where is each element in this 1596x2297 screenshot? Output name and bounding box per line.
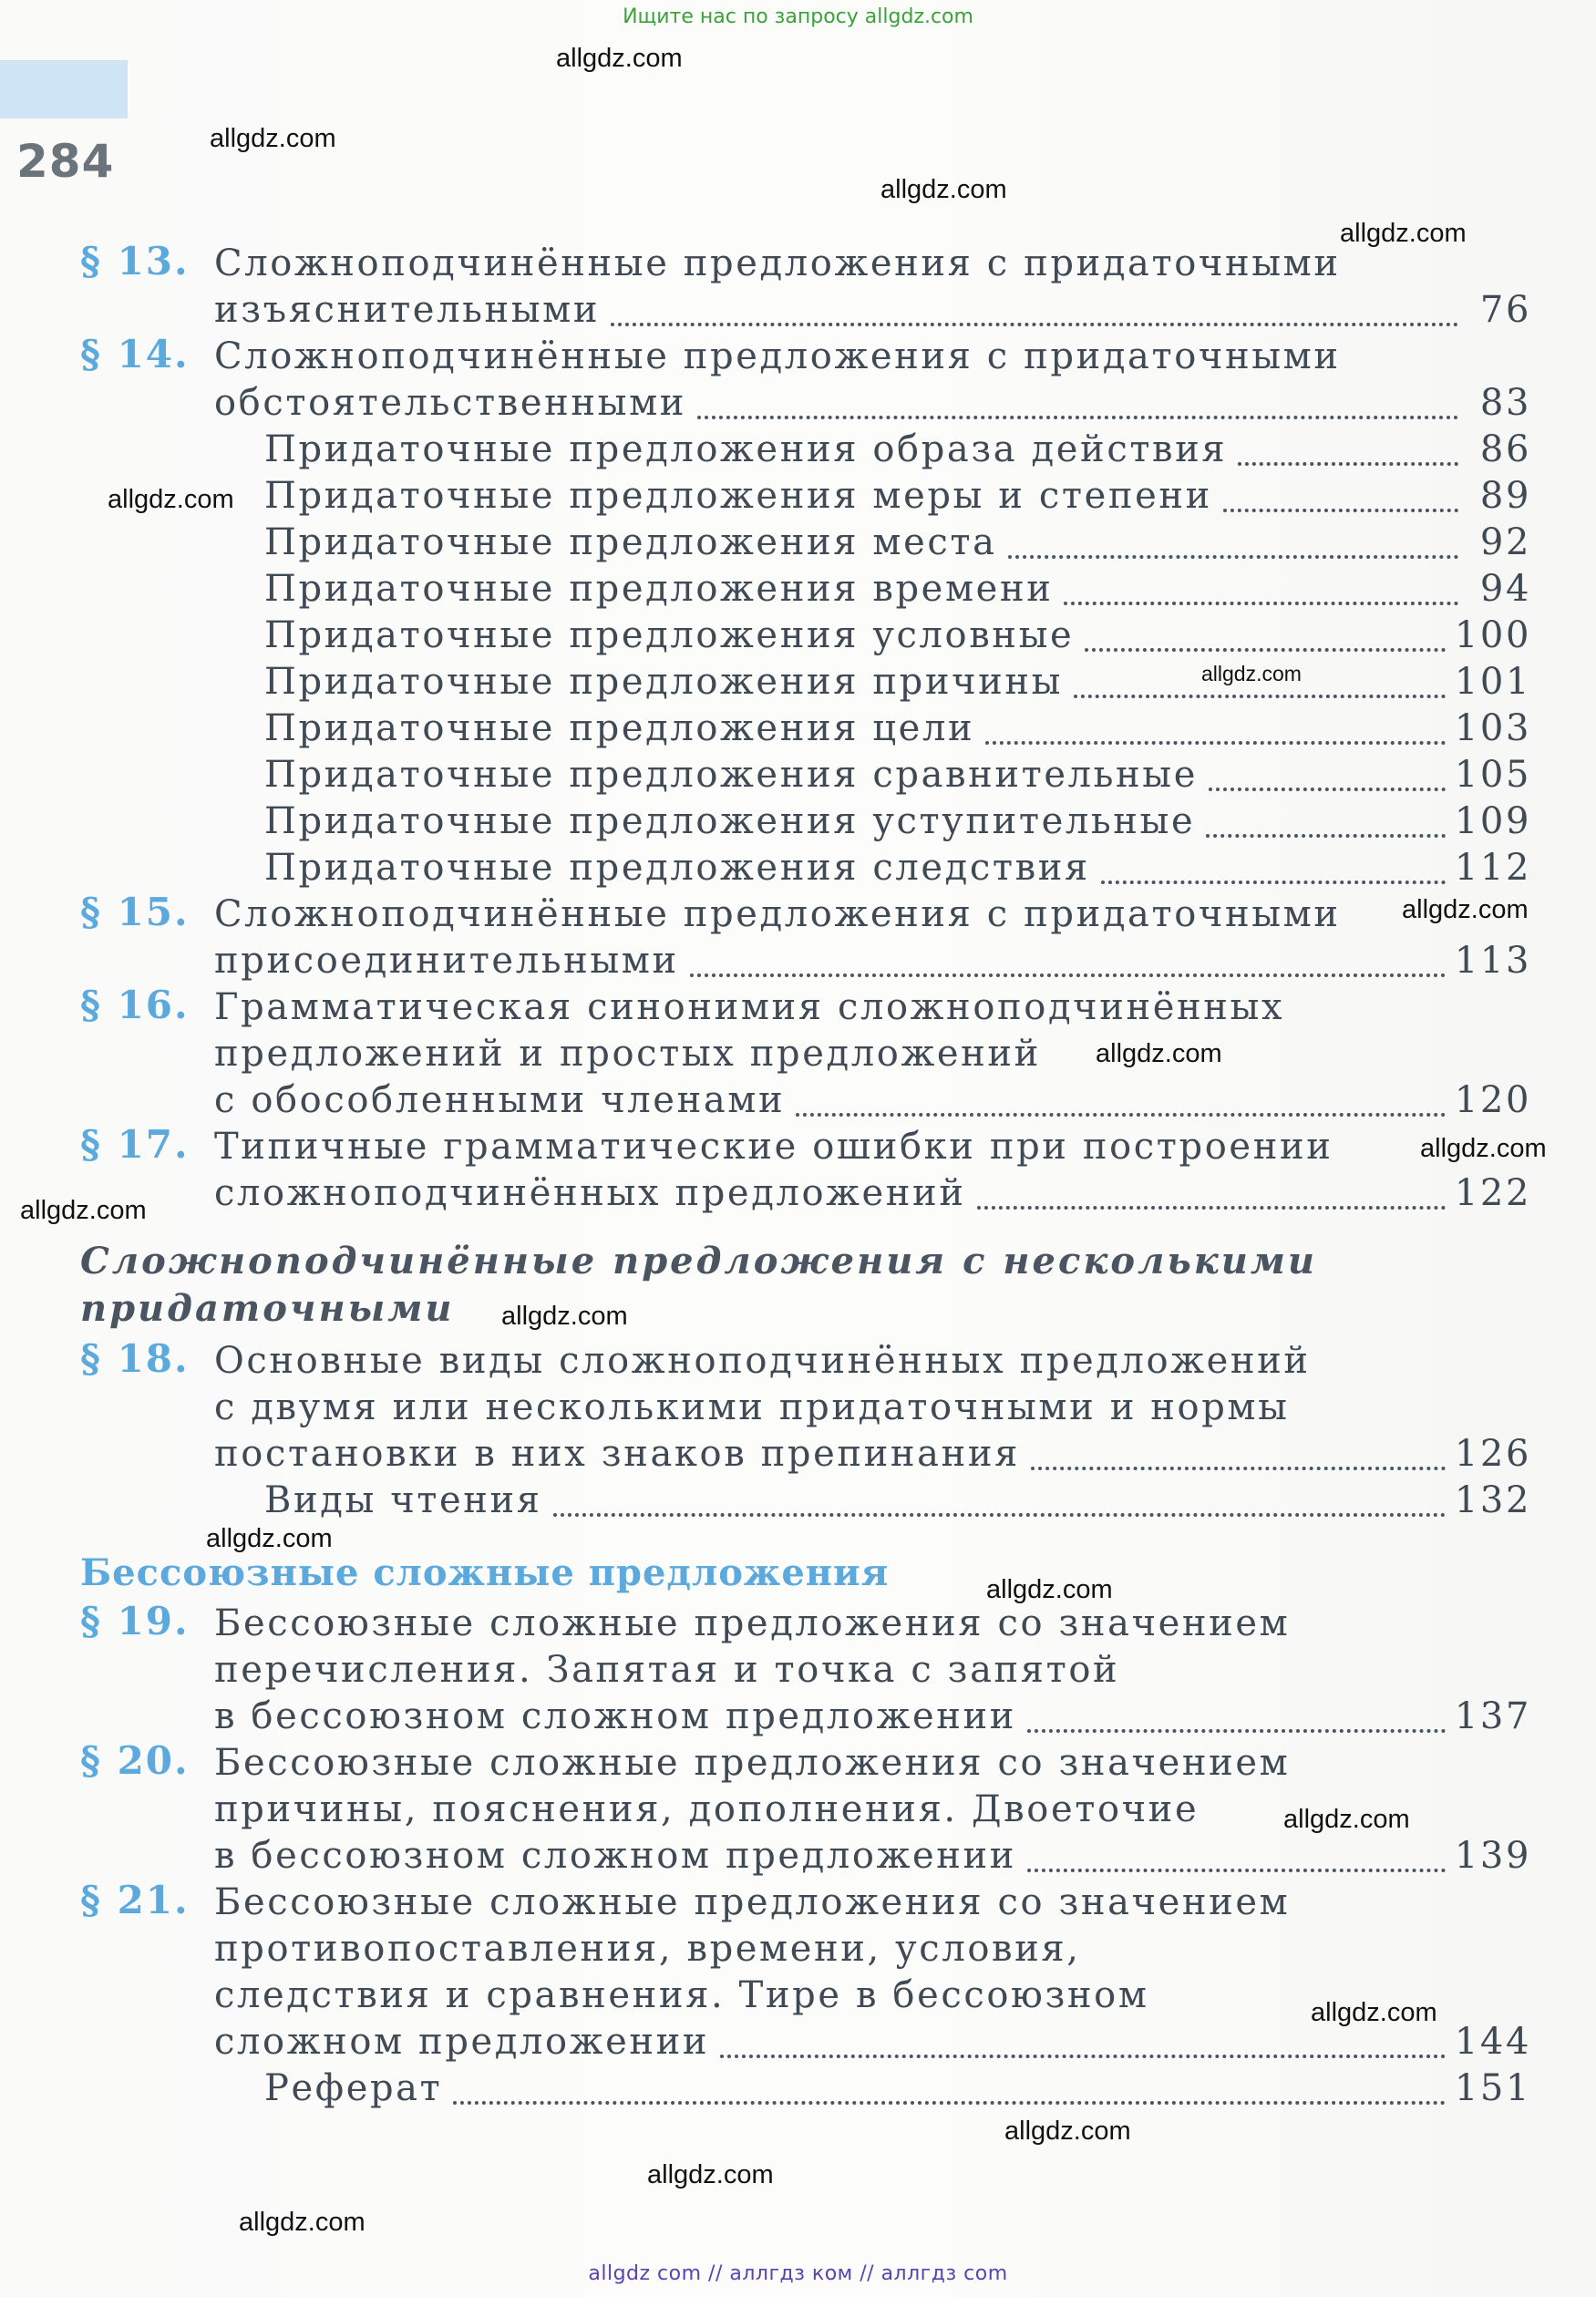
toc-title-text: Придаточные предложения места — [264, 521, 997, 563]
top-banner[interactable]: Ищите нас по запросу allgdz.com — [623, 5, 973, 28]
toc-title-text: Типичные грамматические ошибки при построении — [214, 1126, 1333, 1168]
toc-title-text: Придаточные предложения причины — [264, 661, 1064, 703]
toc-page-number: 86 — [1479, 428, 1531, 470]
toc-title-text: Придаточные предложения уступительные — [264, 800, 1196, 842]
toc-title-text: перечисления. Запятая и точка с запятой — [214, 1649, 1120, 1691]
dot-leader — [985, 741, 1446, 745]
toc-subentry[interactable] — [264, 1479, 1531, 1525]
dot-leader — [720, 2055, 1446, 2058]
section-number-18: § 18. — [80, 1336, 190, 1381]
watermark: allgdz.com — [647, 2160, 774, 2189]
section-number-13: § 13. — [80, 239, 190, 283]
watermark: allgdz.com — [1402, 895, 1529, 924]
toc-page-number: 113 — [1454, 940, 1531, 982]
toc-entry-16[interactable] — [214, 1079, 1531, 1125]
toc-title-line — [214, 893, 1385, 939]
dot-leader — [453, 2101, 1445, 2105]
toc-page-number: 122 — [1454, 1172, 1531, 1214]
page-number: 284 — [16, 135, 115, 188]
dot-leader — [611, 323, 1458, 326]
watermark: allgdz.com — [880, 175, 1007, 204]
dot-leader — [1064, 602, 1458, 605]
toc-page-number: 89 — [1479, 475, 1531, 517]
toc-page-number: 76 — [1479, 289, 1531, 331]
watermark: allgdz.com — [206, 1524, 333, 1553]
toc-page-number: 101 — [1454, 661, 1531, 703]
section-heading-multiple-clauses-line1: Сложноподчинённые предложения с несколькими — [80, 1240, 1317, 1282]
toc-title-text: Реферат — [264, 2067, 443, 2109]
toc-subentry[interactable] — [264, 428, 1531, 474]
dot-leader — [553, 1513, 1446, 1517]
toc-entry-14[interactable] — [214, 382, 1531, 427]
toc-title-text: в бессоюзном сложном предложении — [214, 1695, 1017, 1737]
watermark: allgdz.com — [1096, 1039, 1222, 1068]
dot-leader — [1206, 834, 1446, 838]
toc-subentry[interactable] — [264, 475, 1531, 520]
toc-entry-17[interactable] — [214, 1172, 1531, 1218]
toc-page-number: 112 — [1454, 847, 1531, 889]
toc-page-number: 100 — [1454, 614, 1531, 656]
toc-title-line — [214, 1881, 1385, 1927]
toc-title-text: Придаточные предложения времени — [264, 568, 1054, 610]
toc-subentry[interactable] — [264, 847, 1531, 892]
toc-title-text: сложноподчинённых предложений — [214, 1172, 966, 1214]
toc-title-text: следствия и сравнения. Тире в бессоюзном — [214, 1974, 1149, 2016]
toc-title-text: Бессоюзные сложные предложения со значением — [214, 1602, 1291, 1644]
toc-page-number: 94 — [1479, 568, 1531, 610]
section-number-14: § 14. — [80, 332, 190, 376]
toc-title-text: Придаточные предложения сравнительные — [264, 754, 1199, 796]
toc-title-text: постановки в них знаков препинания — [214, 1433, 1020, 1475]
dot-leader — [690, 973, 1446, 977]
toc-entry-18[interactable] — [214, 1433, 1531, 1478]
dot-leader — [796, 1113, 1446, 1117]
toc-title-text: Бессоюзные сложные предложения со значением — [214, 1742, 1291, 1784]
toc-title-text: Бессоюзные сложные предложения со значением — [214, 1881, 1291, 1923]
toc-title-text: обстоятельственными — [214, 382, 687, 424]
toc-title-line — [214, 1340, 1385, 1385]
toc-page-number: 120 — [1454, 1079, 1531, 1121]
section-number-21: § 21. — [80, 1878, 190, 1922]
watermark: allgdz.com — [986, 1575, 1113, 1604]
toc-title-text: с обособленными членами — [214, 1079, 786, 1121]
toc-title-line — [214, 1742, 1385, 1787]
toc-page-number: 132 — [1454, 1479, 1531, 1521]
toc-page-number: 126 — [1454, 1433, 1531, 1475]
toc-title-text: Придаточные предложения условные — [264, 614, 1075, 656]
corner-color-bar — [0, 60, 128, 118]
toc-entry-13[interactable] — [214, 289, 1531, 335]
toc-page-number: 105 — [1454, 754, 1531, 796]
dot-leader — [1027, 1869, 1446, 1872]
toc-title-text: Придаточные предложения следствия — [264, 847, 1090, 889]
dot-leader — [1074, 695, 1446, 698]
section-number-17: § 17. — [80, 1122, 190, 1167]
toc-title-text: Придаточные предложения образа действия — [264, 428, 1228, 470]
toc-title-text: Придаточные предложения меры и степени — [264, 475, 1212, 517]
toc-title-line — [214, 1974, 1385, 2020]
dot-leader — [697, 416, 1458, 419]
section-number-20: § 20. — [80, 1738, 190, 1783]
dot-leader — [1027, 1729, 1446, 1733]
toc-entry-20[interactable] — [214, 1835, 1531, 1880]
toc-title-line — [214, 1386, 1385, 1432]
section-number-19: § 19. — [80, 1599, 190, 1643]
dot-leader — [1101, 881, 1446, 884]
dot-leader — [1238, 462, 1458, 466]
toc-entry-19[interactable] — [214, 1695, 1531, 1741]
watermark: allgdz.com — [20, 1196, 147, 1225]
watermark: allgdz.com — [1004, 2117, 1131, 2146]
toc-page-number: 151 — [1454, 2067, 1531, 2109]
section-number-16: § 16. — [80, 983, 190, 1027]
dot-leader — [1008, 555, 1458, 559]
toc-title-line — [214, 1649, 1385, 1694]
toc-page-number: 103 — [1454, 707, 1531, 749]
watermark: allgdz.com — [1420, 1134, 1547, 1163]
toc-subentry[interactable] — [264, 707, 1531, 753]
toc-title-text: Сложноподчинённые предложения с придаточными — [214, 893, 1341, 935]
dot-leader — [977, 1206, 1446, 1210]
toc-title-text: сложном предложении — [214, 2021, 710, 2063]
toc-subentry[interactable] — [264, 754, 1531, 799]
toc-title-line — [214, 242, 1385, 288]
dot-leader — [1223, 509, 1458, 512]
toc-page-number: 137 — [1454, 1695, 1531, 1737]
toc-subentry[interactable] — [264, 661, 1531, 706]
toc-page-number: 139 — [1454, 1835, 1531, 1877]
dot-leader — [1085, 648, 1446, 652]
toc-page-number: 109 — [1454, 800, 1531, 842]
toc-title-text: Основные виды сложноподчинённых предложений — [214, 1340, 1311, 1382]
toc-title-text: Сложноподчинённые предложения с придаточными — [214, 335, 1341, 377]
toc-title-text: Сложноподчинённые предложения с придаточными — [214, 242, 1341, 284]
bottom-banner[interactable]: allgdz com // аллгдз ком // аллгдз com — [588, 2262, 1008, 2285]
dot-leader — [1031, 1467, 1446, 1470]
watermark: allgdz.com — [108, 485, 234, 514]
watermark: allgdz.com — [1340, 219, 1467, 248]
section-heading-asyndetic: Бессоюзные сложные предложения — [80, 1551, 890, 1594]
toc-title-text: Грамматическая синонимия сложноподчинённых — [214, 986, 1285, 1028]
toc-title-text: присоединительными — [214, 940, 679, 982]
toc-title-line — [214, 335, 1385, 381]
toc-title-text: в бессоюзном сложном предложении — [214, 1835, 1017, 1877]
toc-subentry[interactable] — [264, 521, 1531, 567]
toc-subentry[interactable] — [264, 800, 1531, 846]
toc-subentry[interactable] — [264, 568, 1531, 613]
watermark: allgdz.com — [1311, 1998, 1437, 2027]
toc-title-line — [214, 1602, 1385, 1648]
toc-subentry[interactable] — [264, 614, 1531, 660]
toc-entry-15[interactable] — [214, 940, 1531, 985]
toc-title-text: противопоставления, времени, условия, — [214, 1928, 1081, 1970]
section-number-15: § 15. — [80, 890, 190, 934]
toc-title-text: предложений и простых предложений — [214, 1033, 1041, 1075]
dot-leader — [1209, 788, 1446, 791]
toc-subentry[interactable] — [264, 2067, 1531, 2113]
toc-title-text: причины, пояснения, дополнения. Двоеточие — [214, 1788, 1200, 1830]
watermark: allgdz.com — [1201, 662, 1302, 685]
watermark: allgdz.com — [210, 124, 336, 153]
toc-title-line — [214, 1126, 1385, 1171]
toc-page-number: 144 — [1454, 2021, 1531, 2063]
toc-title-line — [214, 1928, 1385, 1973]
toc-title-text: Придаточные предложения цели — [264, 707, 975, 749]
section-heading-multiple-clauses-line2: придаточными — [80, 1287, 455, 1330]
toc-page-number: 83 — [1479, 382, 1531, 424]
toc-title-text: Виды чтения — [264, 1479, 542, 1521]
toc-page-number: 92 — [1479, 521, 1531, 563]
toc-title-line — [214, 1788, 1385, 1834]
watermark: allgdz.com — [556, 44, 683, 73]
watermark: allgdz.com — [1283, 1805, 1410, 1834]
watermark: allgdz.com — [239, 2208, 366, 2237]
toc-title-line — [214, 986, 1385, 1032]
watermark: allgdz.com — [501, 1302, 628, 1331]
toc-title-text: с двумя или несколькими придаточными и нормы — [214, 1386, 1290, 1428]
toc-title-text: изъяснительными — [214, 289, 601, 331]
